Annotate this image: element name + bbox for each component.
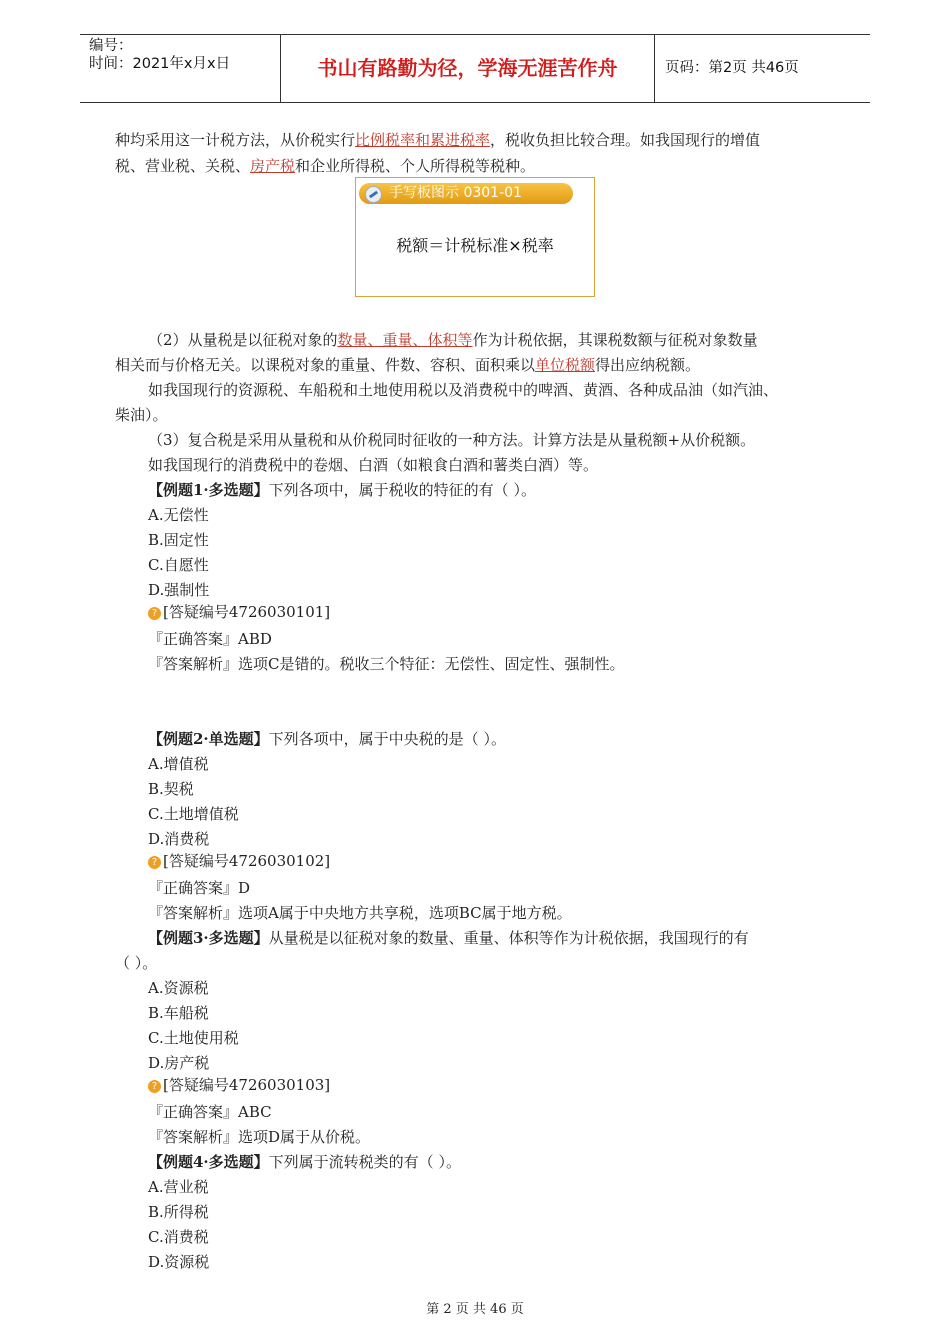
para2-line-3: 如我国现行的资源税、车船税和土地使用税以及消费税中的啤酒、黄酒、各种成品油（如汽油、 [148, 381, 779, 399]
ex1-option-a: A.无偿性 [148, 506, 209, 524]
ex3-qid [148, 1075, 330, 1095]
para-text: 相关而与价格无关。以课税对象的重量、件数、容积、面积乘以 [115, 356, 536, 374]
highlight-link: 房产税 [250, 157, 296, 175]
ex3-option-d: D.房产税 [148, 1054, 210, 1072]
time-label: 时间：2021年x月x日 [89, 56, 231, 72]
figure-tag-label: 手写板图示 0301-01 [389, 185, 522, 201]
ex4-question [148, 1152, 461, 1172]
ex2-qid-text: [答疑编号4726030102] [163, 852, 331, 870]
ex2-qid [148, 851, 330, 871]
ex3-option-c: C.土地使用税 [148, 1029, 239, 1047]
highlight-link: 比例税率和累进税率 [355, 131, 491, 149]
ex4-option-b: B.所得税 [148, 1203, 209, 1221]
ex4-option-c: C.消费税 [148, 1228, 209, 1246]
ex3-analysis: 『答案解析』选项D属于从价税。 [148, 1128, 371, 1146]
highlight-link: 数量、重量、体积等 [337, 331, 473, 349]
ex2-option-d: D.消费税 [148, 830, 210, 848]
para2-line-1 [148, 330, 758, 350]
para2-line-5: （3）复合税是采用从量税和从价税同时征收的一种方法。计算方法是从量税额+从价税额。 [148, 431, 756, 449]
pen-icon [365, 186, 382, 203]
header-meta [80, 35, 281, 102]
ex4-option-a: A.营业税 [148, 1178, 209, 1196]
ex2-text: 下列各项中，属于中央税的是（ ）。 [268, 730, 506, 748]
ex3-text: 从量税是以征税对象的数量、重量、体积等作为计税依据，我国现行的有 [268, 929, 749, 947]
para-text: （2）从量税是以征税对象的 [148, 331, 338, 349]
intro-line-1 [115, 130, 760, 150]
ex2-question [148, 729, 506, 749]
ex3-title: 【例题3·多选题】 [148, 929, 269, 947]
ex2-title: 【例题2·单选题】 [148, 730, 269, 748]
para-text: 作为计税依据，其课税数额与征税对象数量 [472, 331, 758, 349]
ex1-text: 下列各项中，属于税收的特征的有（ ）。 [268, 481, 536, 499]
question-mark-icon: ? [148, 856, 161, 869]
ex3-option-a: A.资源税 [148, 979, 209, 997]
ex2-option-a: A.增值税 [148, 755, 209, 773]
header-motto: 书山有路勤为径，学海无涯苦作舟 [281, 35, 655, 102]
ex3-option-b: B.车船税 [148, 1004, 209, 1022]
figure-tag [359, 183, 573, 204]
ex3-question-cont: （ ）。 [115, 954, 158, 972]
para2-line-4: 柴油）。 [115, 406, 168, 424]
ex1-qid [148, 602, 330, 622]
intro-text: ，税收负担比较合理。如我国现行的增值 [490, 131, 761, 149]
ex3-answer: 『正确答案』ABC [148, 1103, 272, 1121]
ex1-option-d: D.强制性 [148, 581, 210, 599]
ex3-question [148, 928, 749, 948]
highlight-link: 单位税额 [535, 356, 596, 374]
ex1-question [148, 480, 536, 500]
ex1-qid-text: [答疑编号4726030101] [163, 603, 331, 621]
number-label: 编号： [89, 38, 133, 54]
ex2-option-b: B.契税 [148, 780, 194, 798]
ex4-option-d: D.资源税 [148, 1253, 210, 1271]
header-page-info: 页码：第2页 共46页 [665, 60, 799, 76]
ex2-option-c: C.土地增值税 [148, 805, 239, 823]
intro-line-2 [115, 156, 535, 176]
ex1-option-b: B.固定性 [148, 531, 209, 549]
ex1-option-c: C.自愿性 [148, 556, 209, 574]
intro-text: 和企业所得税、个人所得税等税种。 [295, 157, 536, 175]
handwriting-figure [355, 177, 595, 297]
ex4-text: 下列属于流转税类的有（ ）。 [268, 1153, 461, 1171]
question-mark-icon: ? [148, 607, 161, 620]
ex1-title: 【例题1·多选题】 [148, 481, 269, 499]
ex1-answer: 『正确答案』ABD [148, 630, 272, 648]
intro-text: 种均采用这一计税方法，从价税实行 [115, 131, 356, 149]
tax-formula: 税额＝计税标准×税率 [396, 236, 554, 255]
para-text: 得出应纳税额。 [595, 356, 701, 374]
ex2-answer: 『正确答案』D [148, 879, 251, 897]
para2-line-6: 如我国现行的消费税中的卷烟、白酒（如粮食白酒和薯类白酒）等。 [148, 456, 599, 474]
question-mark-icon: ? [148, 1080, 161, 1093]
para2-line-2 [115, 355, 700, 375]
intro-text: 税、营业税、关税、 [115, 157, 251, 175]
ex4-title: 【例题4·多选题】 [148, 1153, 269, 1171]
page-header [80, 34, 870, 103]
ex1-analysis: 『答案解析』选项C是错的。税收三个特征：无偿性、固定性、强制性。 [148, 655, 625, 673]
ex2-analysis: 『答案解析』选项A属于中央地方共享税，选项BC属于地方税。 [148, 904, 572, 922]
page-footer: 第 2 页 共 46 页 [426, 1302, 524, 1317]
ex3-qid-text: [答疑编号4726030103] [163, 1076, 331, 1094]
